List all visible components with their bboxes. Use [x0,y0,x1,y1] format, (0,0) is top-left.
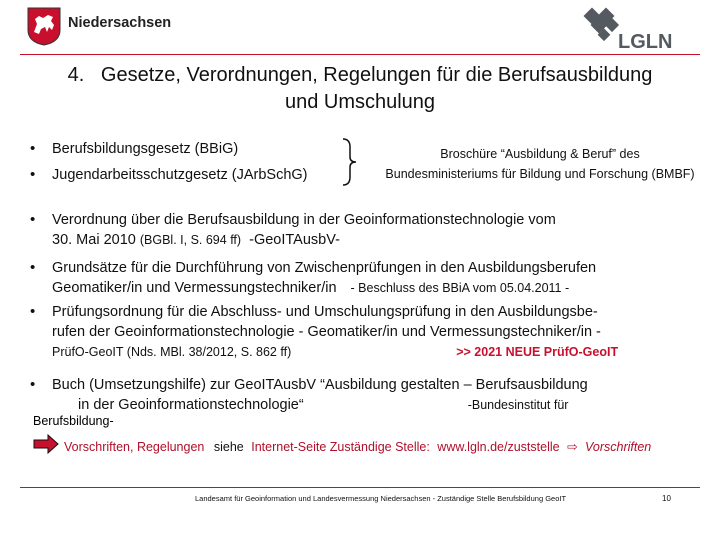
bullet-icon: • [30,376,36,393]
item-text-2: rufen der Geoinformationstechnologie - Geomatiker/in und Vermessungstechniker/in - [52,324,601,340]
arrow-right-icon: ⇨ [567,440,578,454]
list-item-bbig [30,139,238,159]
item-text: Verordnung über die Berufsausbildung in der Geoinformationstechnologie vom [52,212,556,228]
link-row [64,437,651,457]
page-number: 10 [662,494,671,503]
item-note: - Beschluss des BBiA vom 05.04.2011 - [350,281,570,295]
item-abbrev: -GeoITAusbV- [241,232,340,248]
footer-divider [20,487,700,488]
brochure-line-2: Bundesministeriums für Bildung und Forschung (BMBF) [385,167,695,181]
new-pruefo-link[interactable]: >> 2021 NEUE PrüfO-GeoIT [456,345,619,359]
link-row-label: Vorschriften, Regelungen [64,440,205,454]
right-brace-icon [340,137,360,187]
bullet-icon: • [30,140,36,157]
link-row-see: siehe [213,440,244,454]
bullet-icon: • [30,303,36,320]
bullet-icon: • [30,211,36,228]
item-text: Grundsätze für die Durchführung von Zwischenprüfungen in den Ausbildungsberufen [52,260,597,276]
lgln-logo-text: LGLN [618,31,673,52]
item-citation: PrüfO-GeoIT (Nds. MBl. 38/2012, S. 862 ff) [52,345,292,359]
title-line-2: und Umschulung [284,91,436,113]
list-item-jarbschg [30,165,308,185]
footer-text: Landesamt für Geoinformation und Landesvermessung Niedersachsen - Zuständige Stelle Berufsbildung GeoIT [195,494,567,503]
brochure-line-1: Broschüre “Ausbildung & Beruf” des [440,147,640,161]
item-note: -Bundesinstitut für [467,398,569,412]
page-title [30,62,690,116]
item-text: Berufsbildungsgesetz (BBiG) [52,141,239,157]
vorschriften-link[interactable]: Vorschriften [585,440,652,454]
item-text: Jugendarbeitsschutzgesetz (JArbSchG) [52,167,308,183]
item-text: Prüfungsordnung für die Abschluss- und Umschulungsprüfung in den Ausbildungsbe- [52,304,598,320]
lgln-logo-icon [580,6,702,52]
item-citation: (BGBl. I, S. 694 ff) [139,233,242,247]
item-text: Buch (Umsetzungshilfe) zur GeoITAusbV “Ausbildung gestalten – Berufsausbildung [52,377,588,393]
list-item-verordnung [30,210,556,250]
bullet-icon: • [30,259,36,276]
list-item-buch [30,375,588,415]
list-item-pruefo [30,302,618,362]
lower-saxony-horse-icon [26,6,62,46]
link-row-site: Internet-Seite Zuständige Stelle: [251,440,430,454]
item-date: 30. Mai 2010 [52,232,140,248]
brochure-note [360,144,720,184]
list-item-grundsaetze [30,258,596,298]
title-line-1: 4. Gesetze, Verordnungen, Regelungen für die Berufsausbildung [67,64,653,86]
item-text-2: Geomatiker/in und Vermessungstechniker/in [52,280,337,296]
red-arrow-icon [33,433,59,455]
item-note-end: Berufsbildung- [33,414,114,428]
zuststelle-link[interactable]: www.lgln.de/zuststelle [437,440,560,454]
header-divider [20,54,700,55]
state-name: Niedersachsen [68,15,172,31]
item-text-2: in der Geoinformationstechnologie“ [78,397,304,413]
bullet-icon: • [30,166,36,183]
